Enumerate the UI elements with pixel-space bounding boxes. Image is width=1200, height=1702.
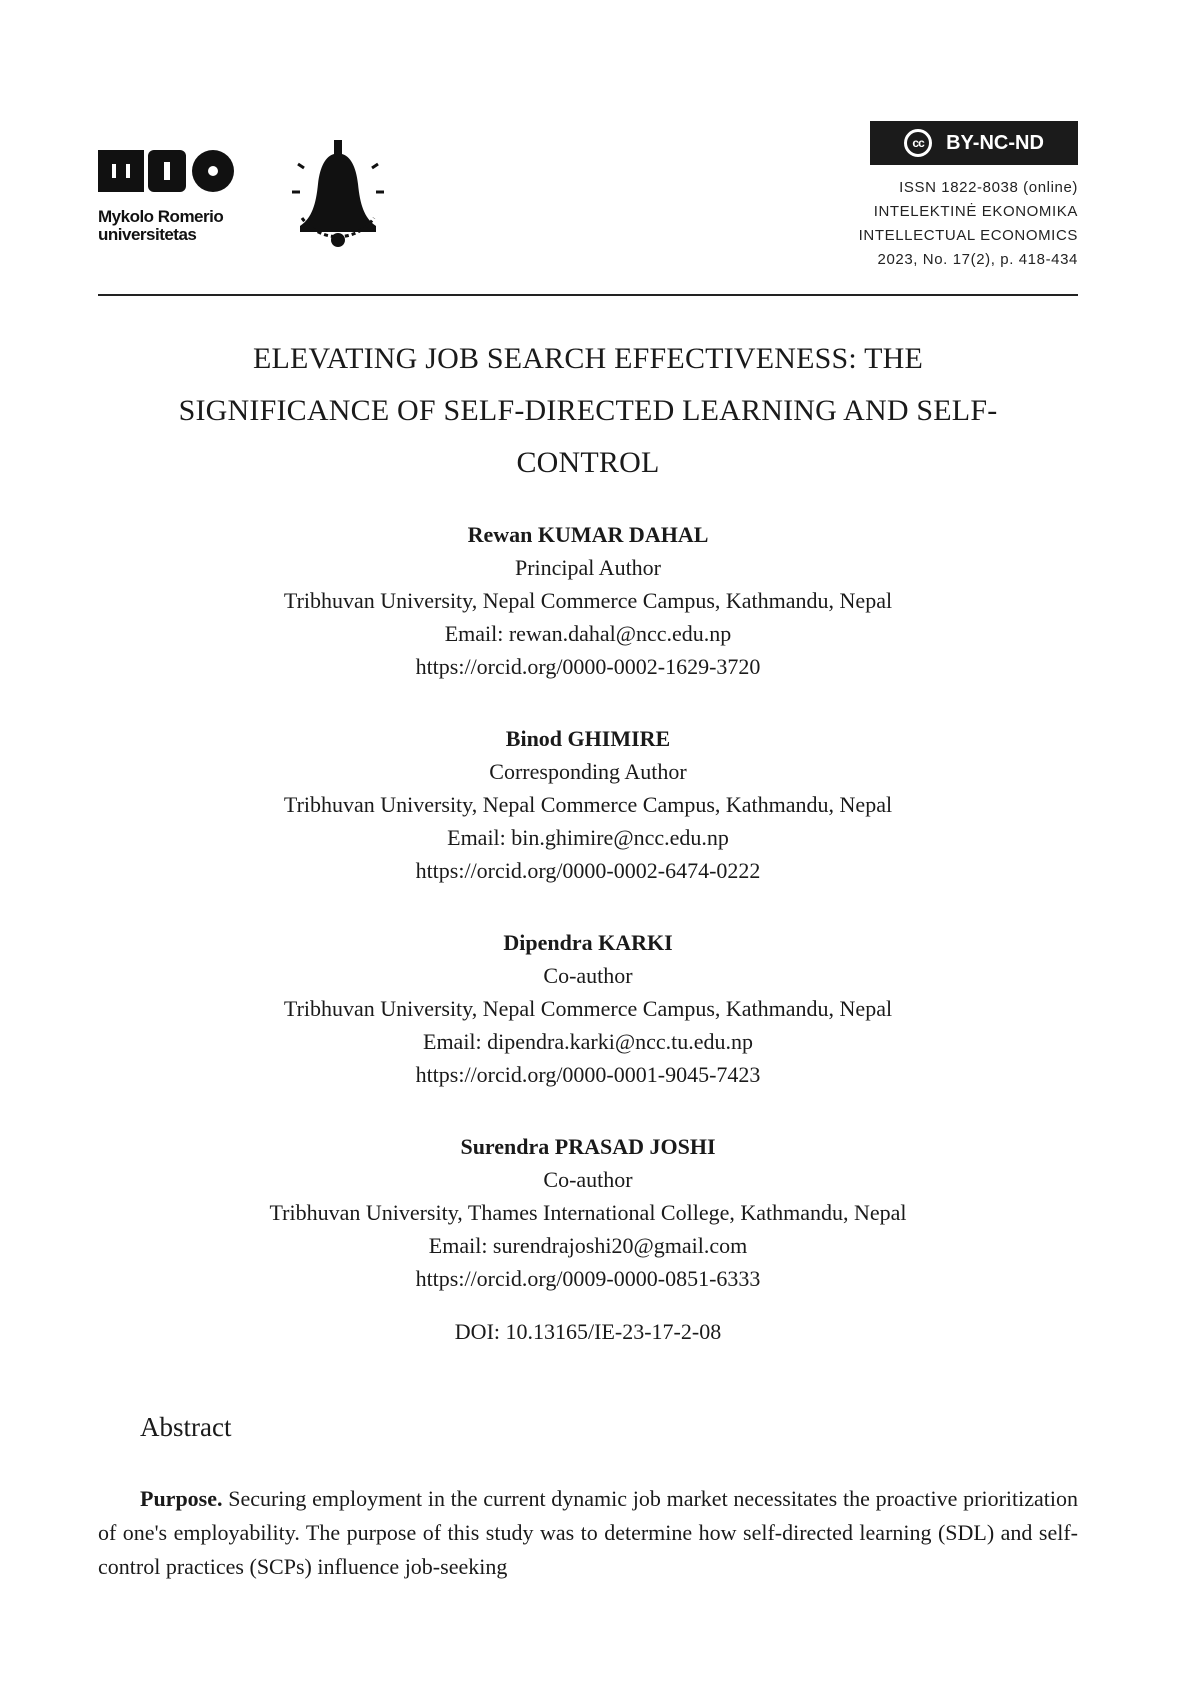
- author-affiliation: Tribhuvan University, Thames International College, Kathmandu, Nepal: [269, 1200, 907, 1225]
- journal-info: [859, 176, 1078, 272]
- author-name: Rewan KUMAR DAHAL: [467, 522, 709, 547]
- title-line: ELEVATING JOB SEARCH EFFECTIVENESS: THE: [252, 342, 924, 375]
- author-role: Corresponding Author: [489, 759, 687, 784]
- journal-name-en: INTELLECTUAL ECONOMICS: [858, 227, 1078, 244]
- author-orcid-link[interactable]: https://orcid.org/0000-0002-1629-3720: [415, 654, 761, 679]
- author-name: Surendra PRASAD JOSHI: [460, 1134, 716, 1159]
- title-line: CONTROL: [516, 446, 660, 479]
- author-name: Binod GHIMIRE: [505, 726, 671, 751]
- author-role: Co-author: [543, 963, 633, 988]
- license-badge[interactable]: [870, 121, 1078, 165]
- author-affiliation: Tribhuvan University, Nepal Commerce Campus, Kathmandu, Nepal: [283, 996, 893, 1021]
- university-logo: [98, 148, 248, 244]
- abstract-heading: Abstract: [140, 1412, 232, 1442]
- doi[interactable]: DOI: 10.13165/IE-23-17-2-08: [454, 1319, 722, 1344]
- author-email[interactable]: Email: bin.ghimire@ncc.edu.np: [447, 825, 729, 850]
- abstract-lead: Purpose.: [140, 1486, 223, 1511]
- author-orcid-link[interactable]: https://orcid.org/0000-0002-6474-0222: [415, 858, 761, 883]
- author-block: [98, 518, 1078, 683]
- author-affiliation: Tribhuvan University, Nepal Commerce Campus, Kathmandu, Nepal: [283, 792, 893, 817]
- author-block: [98, 722, 1078, 887]
- paper-title: [98, 333, 1078, 489]
- abstract-paragraph: [98, 1482, 1078, 1584]
- author-orcid-link[interactable]: https://orcid.org/0009-0000-0851-6333: [415, 1266, 761, 1291]
- title-line: SIGNIFICANCE OF SELF-DIRECTED LEARNING AND SELF-: [178, 394, 998, 427]
- author-role: Co-author: [543, 1167, 633, 1192]
- license-label: BY-NC-ND: [946, 131, 1044, 154]
- journal-name-lt: INTELEKTINĖ EKONOMIKA: [873, 203, 1078, 220]
- creative-commons-icon: cc: [904, 129, 932, 157]
- author-email[interactable]: Email: surendrajoshi20@gmail.com: [428, 1233, 748, 1258]
- author-orcid-link[interactable]: https://orcid.org/0000-0001-9045-7423: [415, 1062, 761, 1087]
- mru-logo-icon: [98, 148, 236, 194]
- author-email[interactable]: Email: dipendra.karki@ncc.tu.edu.np: [423, 1029, 753, 1054]
- issue-info: 2023, No. 17(2), p. 418-434: [877, 251, 1078, 268]
- abstract-text: Securing employment in the current dynamic job market necessitates the proactive prioritization of one's employability. The purpose of this study was to determine how self-directed learning (SDL) and self-control practices (SCPs) influence job-seeking: [98, 1486, 1078, 1579]
- issn: ISSN 1822-8038 (online): [899, 179, 1078, 196]
- author-affiliation: Tribhuvan University, Nepal Commerce Campus, Kathmandu, Nepal: [283, 588, 893, 613]
- academy-bell-logo: [278, 134, 398, 254]
- header-divider: [98, 294, 1078, 296]
- university-name: Mykolo Romerio universitetas: [98, 207, 224, 244]
- author-name: Dipendra KARKI: [503, 930, 673, 955]
- author-block: [98, 926, 1078, 1091]
- author-block: [98, 1130, 1078, 1295]
- page-header: [98, 0, 1078, 300]
- author-role: Principal Author: [514, 555, 662, 580]
- author-email[interactable]: Email: rewan.dahal@ncc.edu.np: [444, 621, 732, 646]
